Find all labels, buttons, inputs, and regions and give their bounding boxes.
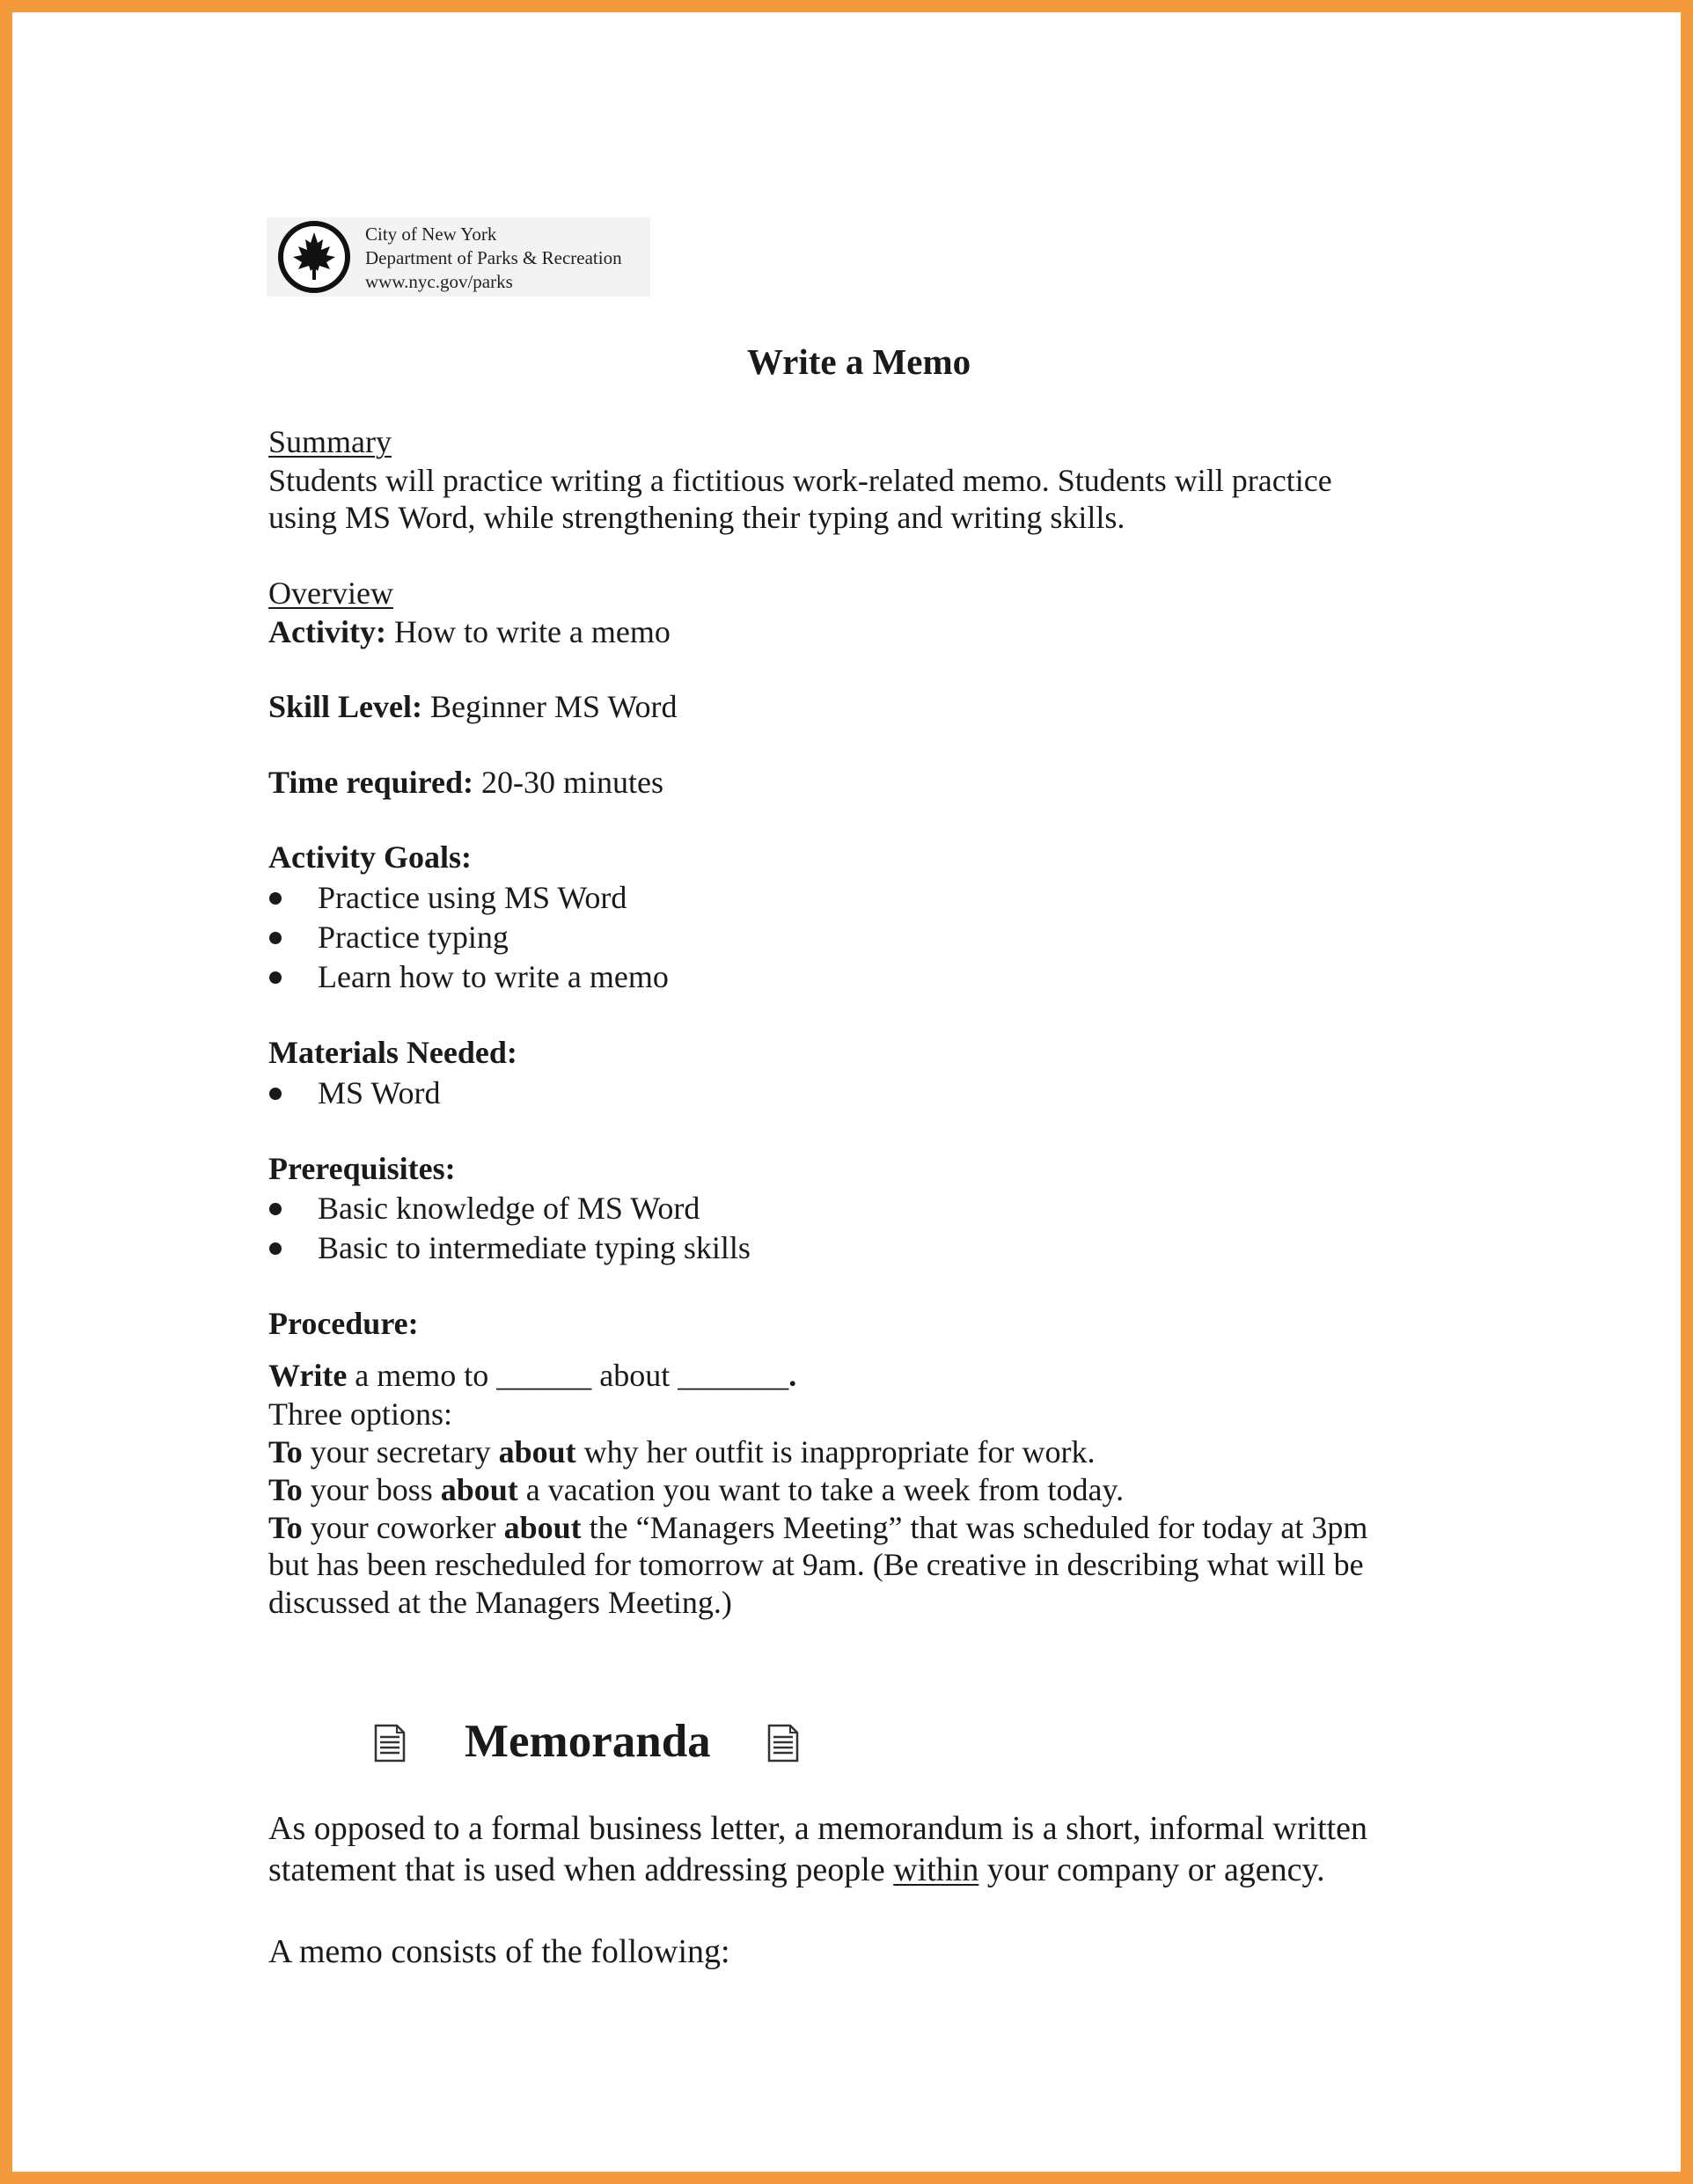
procedure-option-3-continued: discussed at the Managers Meeting.)	[268, 1585, 732, 1620]
summary-line-2: using MS Word, while strengthening their typing and writing skills.	[268, 500, 1125, 535]
procedure-line-1-text: a memo to ______ about _______	[347, 1358, 789, 1393]
time-required-label: Time required:	[268, 765, 473, 800]
goal-item: Learn how to write a memo	[318, 959, 669, 994]
memoranda-paragraph-2: A memo consists of the following:	[268, 1933, 730, 1970]
activity-goals-heading	[268, 838, 472, 876]
time-required-value: 20-30 minutes	[473, 765, 663, 800]
activity-label: Activity:	[268, 614, 386, 649]
memoranda-heading: Memoranda	[465, 1716, 711, 1767]
prerequisites-heading	[268, 1149, 456, 1188]
prerequisite-item: Basic knowledge of MS Word	[318, 1191, 700, 1226]
procedure-line-1-period: .	[788, 1358, 797, 1393]
procedure-write-word: Write	[268, 1358, 348, 1393]
document-icon	[373, 1724, 407, 1763]
memoranda-paragraph-line-2	[268, 1850, 1325, 1890]
skill-level-line	[268, 687, 677, 726]
option-to: To	[268, 1510, 303, 1545]
activity-goals-heading-text: Activity Goals:	[268, 839, 472, 875]
activity-line	[268, 612, 671, 651]
option-about: about	[440, 1472, 518, 1507]
procedure-option-1	[268, 1433, 1096, 1471]
memoranda-text: statement that is used when addressing people	[268, 1851, 894, 1888]
material-item: MS Word	[318, 1075, 441, 1110]
prerequisite-item: Basic to intermediate typing skills	[318, 1230, 751, 1265]
org-line-department: Department of Parks & Recreation	[365, 247, 622, 268]
summary-heading: Summary	[268, 424, 392, 459]
underlined-within: within	[893, 1851, 979, 1888]
bullet-icon	[269, 1242, 282, 1255]
procedure-line-1	[268, 1356, 796, 1395]
option-about: about	[498, 1434, 576, 1469]
bullet-icon	[269, 971, 282, 984]
option-to: To	[268, 1434, 303, 1469]
document-icon	[766, 1724, 800, 1763]
overview-heading: Overview	[268, 575, 393, 611]
activity-value: How to write a memo	[385, 614, 671, 649]
option-recipient: your coworker	[302, 1510, 504, 1545]
parks-logo-header	[267, 217, 650, 297]
bullet-icon	[269, 932, 282, 944]
skill-level-label: Skill Level:	[268, 689, 423, 724]
procedure-heading	[268, 1304, 419, 1343]
option-recipient: your boss	[302, 1472, 441, 1507]
option-about: about	[503, 1510, 582, 1545]
prerequisites-heading-text: Prerequisites:	[268, 1151, 456, 1186]
procedure-option-2	[268, 1470, 1124, 1509]
org-line-city: City of New York	[365, 224, 497, 245]
skill-level-value: Beginner MS Word	[422, 689, 678, 724]
procedure-option-3	[268, 1508, 1367, 1547]
org-line-url: www.nyc.gov/parks	[365, 271, 513, 292]
option-topic: why her outfit is inappropriate for work.	[575, 1434, 1096, 1469]
materials-heading-text: Materials Needed:	[268, 1035, 517, 1070]
procedure-heading-text: Procedure:	[268, 1306, 419, 1341]
goal-item: Practice using MS Word	[318, 880, 627, 915]
summary-line-1: Students will practice writing a fictitious work-related memo. Students will practice	[268, 463, 1332, 498]
bullet-icon	[269, 892, 282, 905]
memoranda-paragraph-line-1: As opposed to a formal business letter, a memorandum is a short, informal written	[268, 1810, 1368, 1847]
maple-leaf-seal-icon	[277, 220, 351, 294]
option-to: To	[268, 1472, 303, 1507]
memoranda-text: your company or agency.	[978, 1851, 1325, 1888]
option-topic: the “Managers Meeting” that was scheduled for today at 3pm	[581, 1510, 1368, 1545]
goal-item: Practice typing	[318, 920, 509, 955]
bullet-icon	[269, 1088, 282, 1100]
time-required-line	[268, 763, 663, 802]
bullet-icon	[269, 1203, 282, 1215]
procedure-option-3-continued: but has been rescheduled for tomorrow at 9am. (Be creative in describing what will be	[268, 1547, 1364, 1582]
document-title: Write a Memo	[746, 341, 971, 382]
procedure-line-2: Three options:	[268, 1396, 452, 1432]
materials-heading	[268, 1033, 517, 1072]
option-topic: a vacation you want to take a week from today.	[517, 1472, 1125, 1507]
option-recipient: your secretary	[302, 1434, 499, 1469]
organization-name	[365, 223, 622, 294]
